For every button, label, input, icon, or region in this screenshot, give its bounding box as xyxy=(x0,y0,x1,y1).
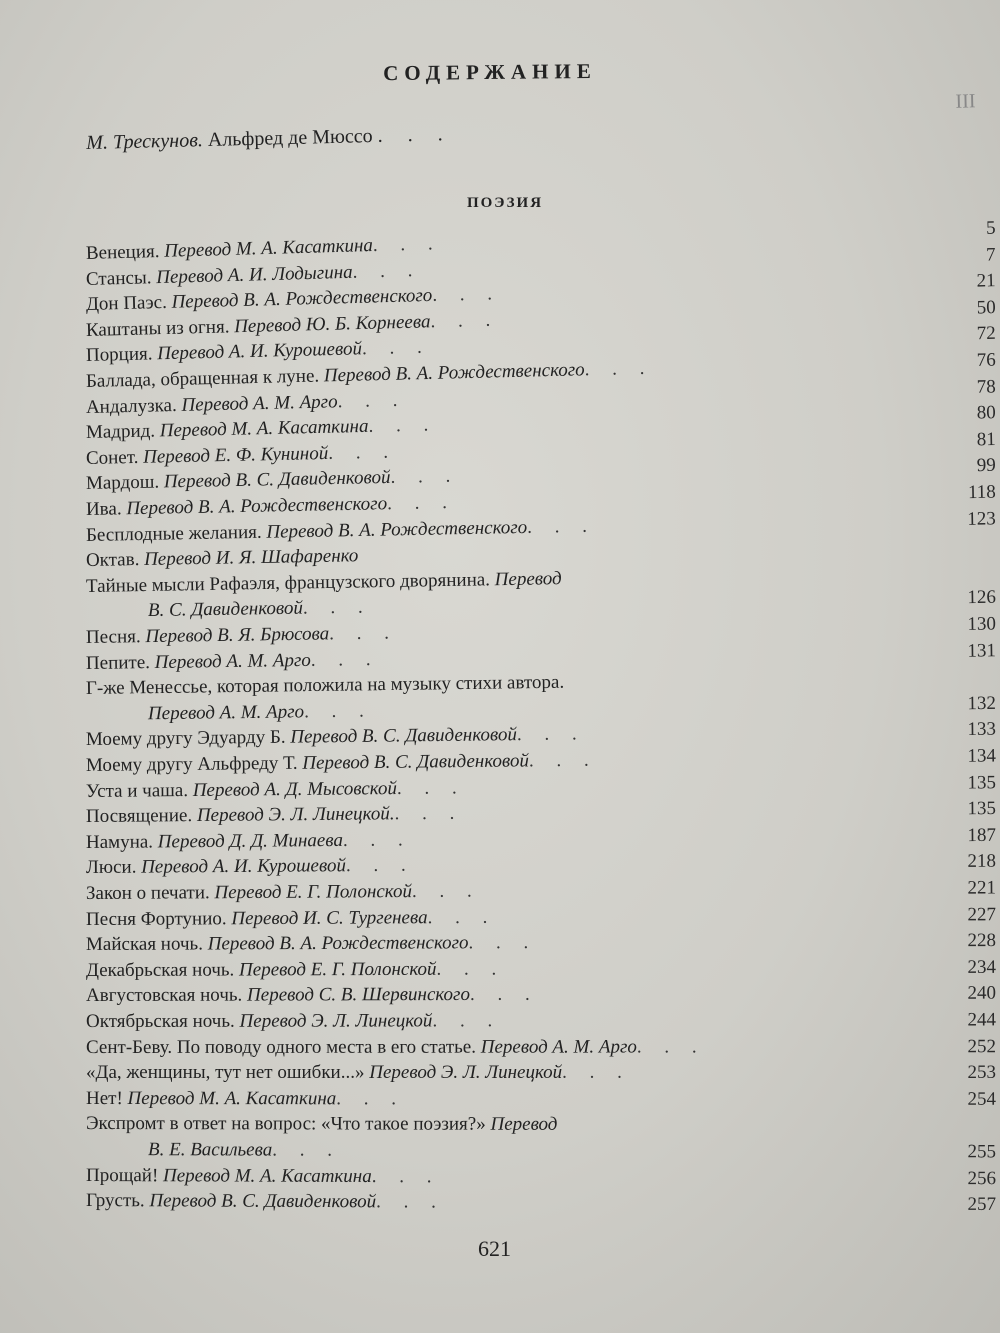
toc-entry-translator: Перевод В. А. Рождественского xyxy=(126,493,388,520)
toc-entry-title: Августовская ночь. Перевод С. В. Шервинского xyxy=(85,984,470,1007)
toc-leader-dots: . . . xyxy=(310,648,380,671)
toc-entry-translator: Перевод Е. Ф. Куниной xyxy=(142,442,329,468)
toc-page-number: 133 xyxy=(967,719,997,741)
toc-page-number: 221 xyxy=(967,877,997,899)
toc-entry-translator: Перевод Э. Л. Линецкой. xyxy=(196,803,395,827)
toc-entry-title xyxy=(86,1139,272,1160)
toc-row xyxy=(86,1035,996,1062)
toc-entry-translator: Перевод А. М. Арго xyxy=(480,1036,637,1058)
toc-entry-title: Г-же Менессье, которая положила на музыку стихи автора. xyxy=(85,671,565,700)
toc-page-number: 118 xyxy=(967,481,997,504)
toc-leader-dots: . . . xyxy=(396,776,466,799)
toc-entry-translator: Перевод А. И. Лодыгина xyxy=(155,261,353,288)
toc-leader-dots: . . . xyxy=(436,958,506,980)
toc-entry-translator: Перевод С. В. Шервинского xyxy=(246,984,470,1006)
toc-entry-title: Ива. Перевод В. А. Рождественского xyxy=(85,493,388,520)
toc-entry-translator: Перевод А. И. Курошевой xyxy=(141,855,347,879)
toc-page-number: 252 xyxy=(967,1035,997,1057)
toc-page-number: 5 xyxy=(985,217,996,239)
toc-entry-translator: Перевод Э. Л. Линецкой xyxy=(369,1062,563,1084)
toc-entry-translator: Перевод xyxy=(490,1114,558,1136)
toc-leader-dots: . . . xyxy=(584,357,654,381)
toc-entry-translator: Перевод В. А. Рождественского xyxy=(323,359,585,387)
toc-entry-title: Каштаны из огня. Перевод Ю. Б. Корнеева xyxy=(85,311,431,341)
toc-page-number: 50 xyxy=(976,296,996,319)
toc-page-number: 7 xyxy=(985,243,996,266)
toc-page-number: 76 xyxy=(976,349,996,372)
toc-entry-translator: В. С. Давиденковой xyxy=(147,597,304,622)
toc-leader-dots: . . . xyxy=(342,829,412,851)
toc-entry-translator: Перевод А. М. Арго xyxy=(154,649,311,673)
toc-leader-dots: . . . xyxy=(361,336,431,360)
toc-entry-translator: Перевод М. А. Касаткина xyxy=(162,1164,372,1187)
toc-entry-translator: Перевод Е. Г. Полонской xyxy=(214,881,413,904)
toc-entry-translator: Перевод xyxy=(494,567,562,591)
toc-entry-translator: Перевод В. С. Давиденковой xyxy=(163,467,391,493)
toc-entry-title: Бесплодные желания. Перевод В. А. Рождественского xyxy=(85,516,528,546)
toc-entry-translator: Перевод А. М. Арго xyxy=(147,701,305,725)
toc-entry-translator: Перевод М. А. Касаткина xyxy=(127,1087,337,1110)
toc-entry-title: Прощай! Перевод М. А. Касаткина xyxy=(85,1164,372,1187)
toc-entry-translator: Перевод В. Я. Брюсова xyxy=(145,623,330,648)
toc-entry-title: Тайные мысли Рафаэля, французского дворянина. Перевод xyxy=(85,567,562,597)
toc-page-number: 130 xyxy=(967,613,997,635)
toc-leader-dots: . . . xyxy=(302,596,372,619)
toc-entry-translator: Перевод В. А. Рождественского xyxy=(207,932,469,955)
toc-leader-dots: . . . xyxy=(427,906,497,928)
toc-leader-dots: . . . xyxy=(430,309,500,333)
toc-page-number: 72 xyxy=(976,323,996,345)
toc-entry-title: Пепите. Перевод А. М. Арго xyxy=(85,649,311,674)
toc-entry-translator: Перевод В. С. Давиденковой xyxy=(290,724,518,749)
toc-entry-title: Порция. Перевод А. И. Курошевой xyxy=(85,338,363,367)
toc-page-number: 244 xyxy=(967,1009,997,1031)
toc-entry-title: Баллада, обращенная к луне. Перевод В. А. Рождественского xyxy=(85,359,585,392)
toc-entry-translator: Перевод Ю. Б. Корнеева xyxy=(233,311,431,338)
toc-entry-title: Посвящение. Перевод Э. Л. Линецкой. xyxy=(85,803,395,828)
toc-page-number: 253 xyxy=(967,1062,996,1084)
toc-row xyxy=(86,1061,996,1087)
toc-page-number: 134 xyxy=(967,745,997,767)
toc-row xyxy=(86,982,996,1010)
toc-page-number: 123 xyxy=(967,507,997,530)
toc-leader-dots: . . . xyxy=(432,283,502,307)
toc-entry-translator: Перевод И. С. Тургенева xyxy=(231,906,428,929)
toc-entry-title: Сонет. Перевод Е. Ф. Куниной xyxy=(85,442,329,469)
toc-row xyxy=(86,1112,996,1140)
toc-entry-title: Мардош. Перевод В. С. Давиденковой xyxy=(85,467,391,495)
toc-entry-title: Экспромт в ответ на вопрос: «Что такое поэзия?» Перевод xyxy=(85,1113,558,1136)
toc-entry-translator: Перевод А. И. Курошевой xyxy=(156,338,363,365)
toc-page-number: 255 xyxy=(967,1141,997,1163)
intro-entry xyxy=(86,90,986,155)
toc-entry-title: Майская ночь. Перевод В. А. Рождественского xyxy=(85,932,469,956)
toc-entry-title: Моему другу Эдуарду Б. Перевод В. С. Давиденковой xyxy=(85,724,518,751)
toc-leader-dots: . . . xyxy=(386,491,457,515)
toc-leader-dots: . . . xyxy=(469,984,539,1006)
toc-page-number: 99 xyxy=(976,455,996,477)
intro-page: III xyxy=(955,90,976,113)
toc-entry-translator: Перевод Д. Д. Минаева xyxy=(157,829,344,853)
toc-entry-title: Мадрид. Перевод М. А. Касаткина xyxy=(85,416,369,444)
toc-entry-translator: Перевод Э. Л. Линецкой xyxy=(239,1010,433,1032)
toc-page-number: 228 xyxy=(967,930,997,952)
toc-entry-title: Закон о печати. Перевод Е. Г. Полонской xyxy=(85,881,413,904)
toc-entry-title: «Да, женщины, тут нет ошибки...» Перевод Э. Л. Линецкой xyxy=(86,1062,563,1084)
page-title: СОДЕРЖАНИЕ xyxy=(383,58,597,86)
toc-leader-dots: . . . xyxy=(372,233,442,256)
toc-leader-dots: . . . xyxy=(368,414,438,438)
toc-entry-translator: Перевод А. Д. Мысовской xyxy=(192,777,398,801)
page-number: 621 xyxy=(478,1236,511,1261)
toc-leader-dots: . . . xyxy=(528,749,598,772)
toc-leader-dots: . . . xyxy=(526,515,597,538)
toc-leader-dots: . . . xyxy=(328,622,399,645)
toc-entry-title: Намуна. Перевод Д. Д. Минаева xyxy=(85,829,344,853)
toc-entry-title: Венеция. Перевод М. А. Касаткина xyxy=(85,234,374,264)
toc-leader-dots: . . . xyxy=(345,855,415,877)
section-heading: ПОЭЗИЯ xyxy=(466,195,544,211)
toc-row xyxy=(86,1138,996,1166)
toc-leader-dots: . . . xyxy=(394,802,464,825)
toc-leader-dots: . . . xyxy=(371,1165,441,1187)
toc-entry-translator: Перевод М. А. Касаткина xyxy=(163,234,374,262)
toc-leader-dots: . . . xyxy=(468,932,538,954)
toc-leader-dots: . . . xyxy=(636,1036,706,1058)
toc-entry-title: Люси. Перевод А. И. Курошевой xyxy=(85,855,347,879)
toc-entry-title: Моему другу Альфреду Т. Перевод В. С. Давиденковой xyxy=(85,750,530,776)
toc-entry-title: Грусть. Перевод В. С. Давиденковой xyxy=(85,1190,377,1213)
toc-leader-dots: . . . xyxy=(432,1010,502,1032)
toc-entry-title: Стансы. Перевод А. И. Лодыгина xyxy=(85,261,353,290)
toc-entry-translator: Перевод В. А. Рождественского xyxy=(171,285,433,313)
toc-page-number: 234 xyxy=(967,956,997,978)
toc-page-number: 218 xyxy=(967,851,997,873)
toc-entry-title: Сент-Беву. По поводу одного места в его статье. Перевод А. М. Арго xyxy=(85,1036,637,1058)
toc-entry-title xyxy=(86,598,303,622)
toc-leader-dots: . . . xyxy=(390,465,460,489)
toc-page-number: 21 xyxy=(976,270,996,292)
toc-row xyxy=(86,1087,996,1114)
toc-leader-dots: . . . xyxy=(411,880,481,903)
toc-leader-dots: . . . xyxy=(516,723,586,746)
toc-entry-translator: Перевод В. С. Давиденковой xyxy=(149,1190,377,1213)
toc-page-number: 256 xyxy=(967,1167,997,1189)
toc-row xyxy=(86,1164,996,1193)
toc-page-number: 131 xyxy=(967,639,997,662)
toc-entry-translator: Перевод Е. Г. Полонской xyxy=(238,958,437,981)
toc-leader-dots: . . . xyxy=(328,441,398,464)
toc-page-number: 135 xyxy=(967,798,997,820)
toc-page-number: 227 xyxy=(967,903,997,925)
toc-row xyxy=(86,956,996,985)
intro-dots: . . . xyxy=(377,123,453,147)
toc-entry-title: Октябрьская ночь. Перевод Э. Л. Линецкой xyxy=(85,1010,433,1032)
toc-leader-dots: . . . xyxy=(272,1139,342,1161)
toc-leader-dots: . . . xyxy=(562,1062,631,1084)
intro-author: М. Трескунов. xyxy=(86,129,204,154)
toc-page-number: 80 xyxy=(976,402,996,424)
toc-entry-title xyxy=(86,701,304,725)
intro-title: Альфред де Мюссо xyxy=(207,125,373,152)
toc-leader-dots: . . . xyxy=(303,700,373,723)
toc-entry-translator: Перевод М. А. Касаткина xyxy=(159,416,369,442)
toc-page-number: 257 xyxy=(967,1194,997,1216)
toc-leader-dots: . . . xyxy=(376,1191,445,1213)
toc-entry-translator: Перевод В. А. Рождественского xyxy=(266,516,528,543)
toc-entry-title: Октав. Перевод И. Я. Шафаренко xyxy=(85,545,359,572)
toc-row xyxy=(86,929,996,959)
toc-page-number: 78 xyxy=(976,375,996,398)
toc-entry-translator: Перевод И. Я. Шафаренко xyxy=(143,545,359,571)
toc-leader-dots: . . . xyxy=(336,1088,406,1110)
toc-page-number: 132 xyxy=(967,692,997,715)
toc-entry-title: Дон Паэс. Перевод В. А. Рождественского xyxy=(85,285,433,316)
toc-row xyxy=(86,1008,996,1036)
toc-page-number: 81 xyxy=(976,428,996,451)
toc-entry-title: Песня Фортунио. Перевод И. С. Тургенева xyxy=(85,906,428,930)
toc-entry-translator: Перевод А. М. Арго xyxy=(181,390,338,416)
toc-leader-dots: . . . xyxy=(352,259,422,283)
toc-leader-dots: . . . xyxy=(337,389,407,412)
toc-page-number: 126 xyxy=(967,587,997,609)
toc-page-number: 254 xyxy=(967,1088,997,1110)
toc-entry-title: Нет! Перевод М. А. Касаткина xyxy=(85,1087,337,1110)
toc-entry-translator: В. Е. Васильева xyxy=(147,1139,273,1161)
toc-page-number: 240 xyxy=(967,983,997,1005)
toc-entry-translator: Перевод В. С. Давиденковой xyxy=(302,750,530,774)
toc-row xyxy=(86,1189,996,1219)
toc-page-number: 187 xyxy=(967,824,997,846)
toc-entry-title: Андалузка. Перевод А. М. Арго xyxy=(85,390,338,418)
toc-entry-title: Песня. Перевод В. Я. Брюсова xyxy=(85,623,330,648)
toc-page-number: 135 xyxy=(967,771,997,794)
toc-entry-title: Уста и чаша. Перевод А. Д. Мысовской xyxy=(85,777,398,802)
toc-entry-title: Декабрьская ночь. Перевод Е. Г. Полонской xyxy=(85,958,437,981)
